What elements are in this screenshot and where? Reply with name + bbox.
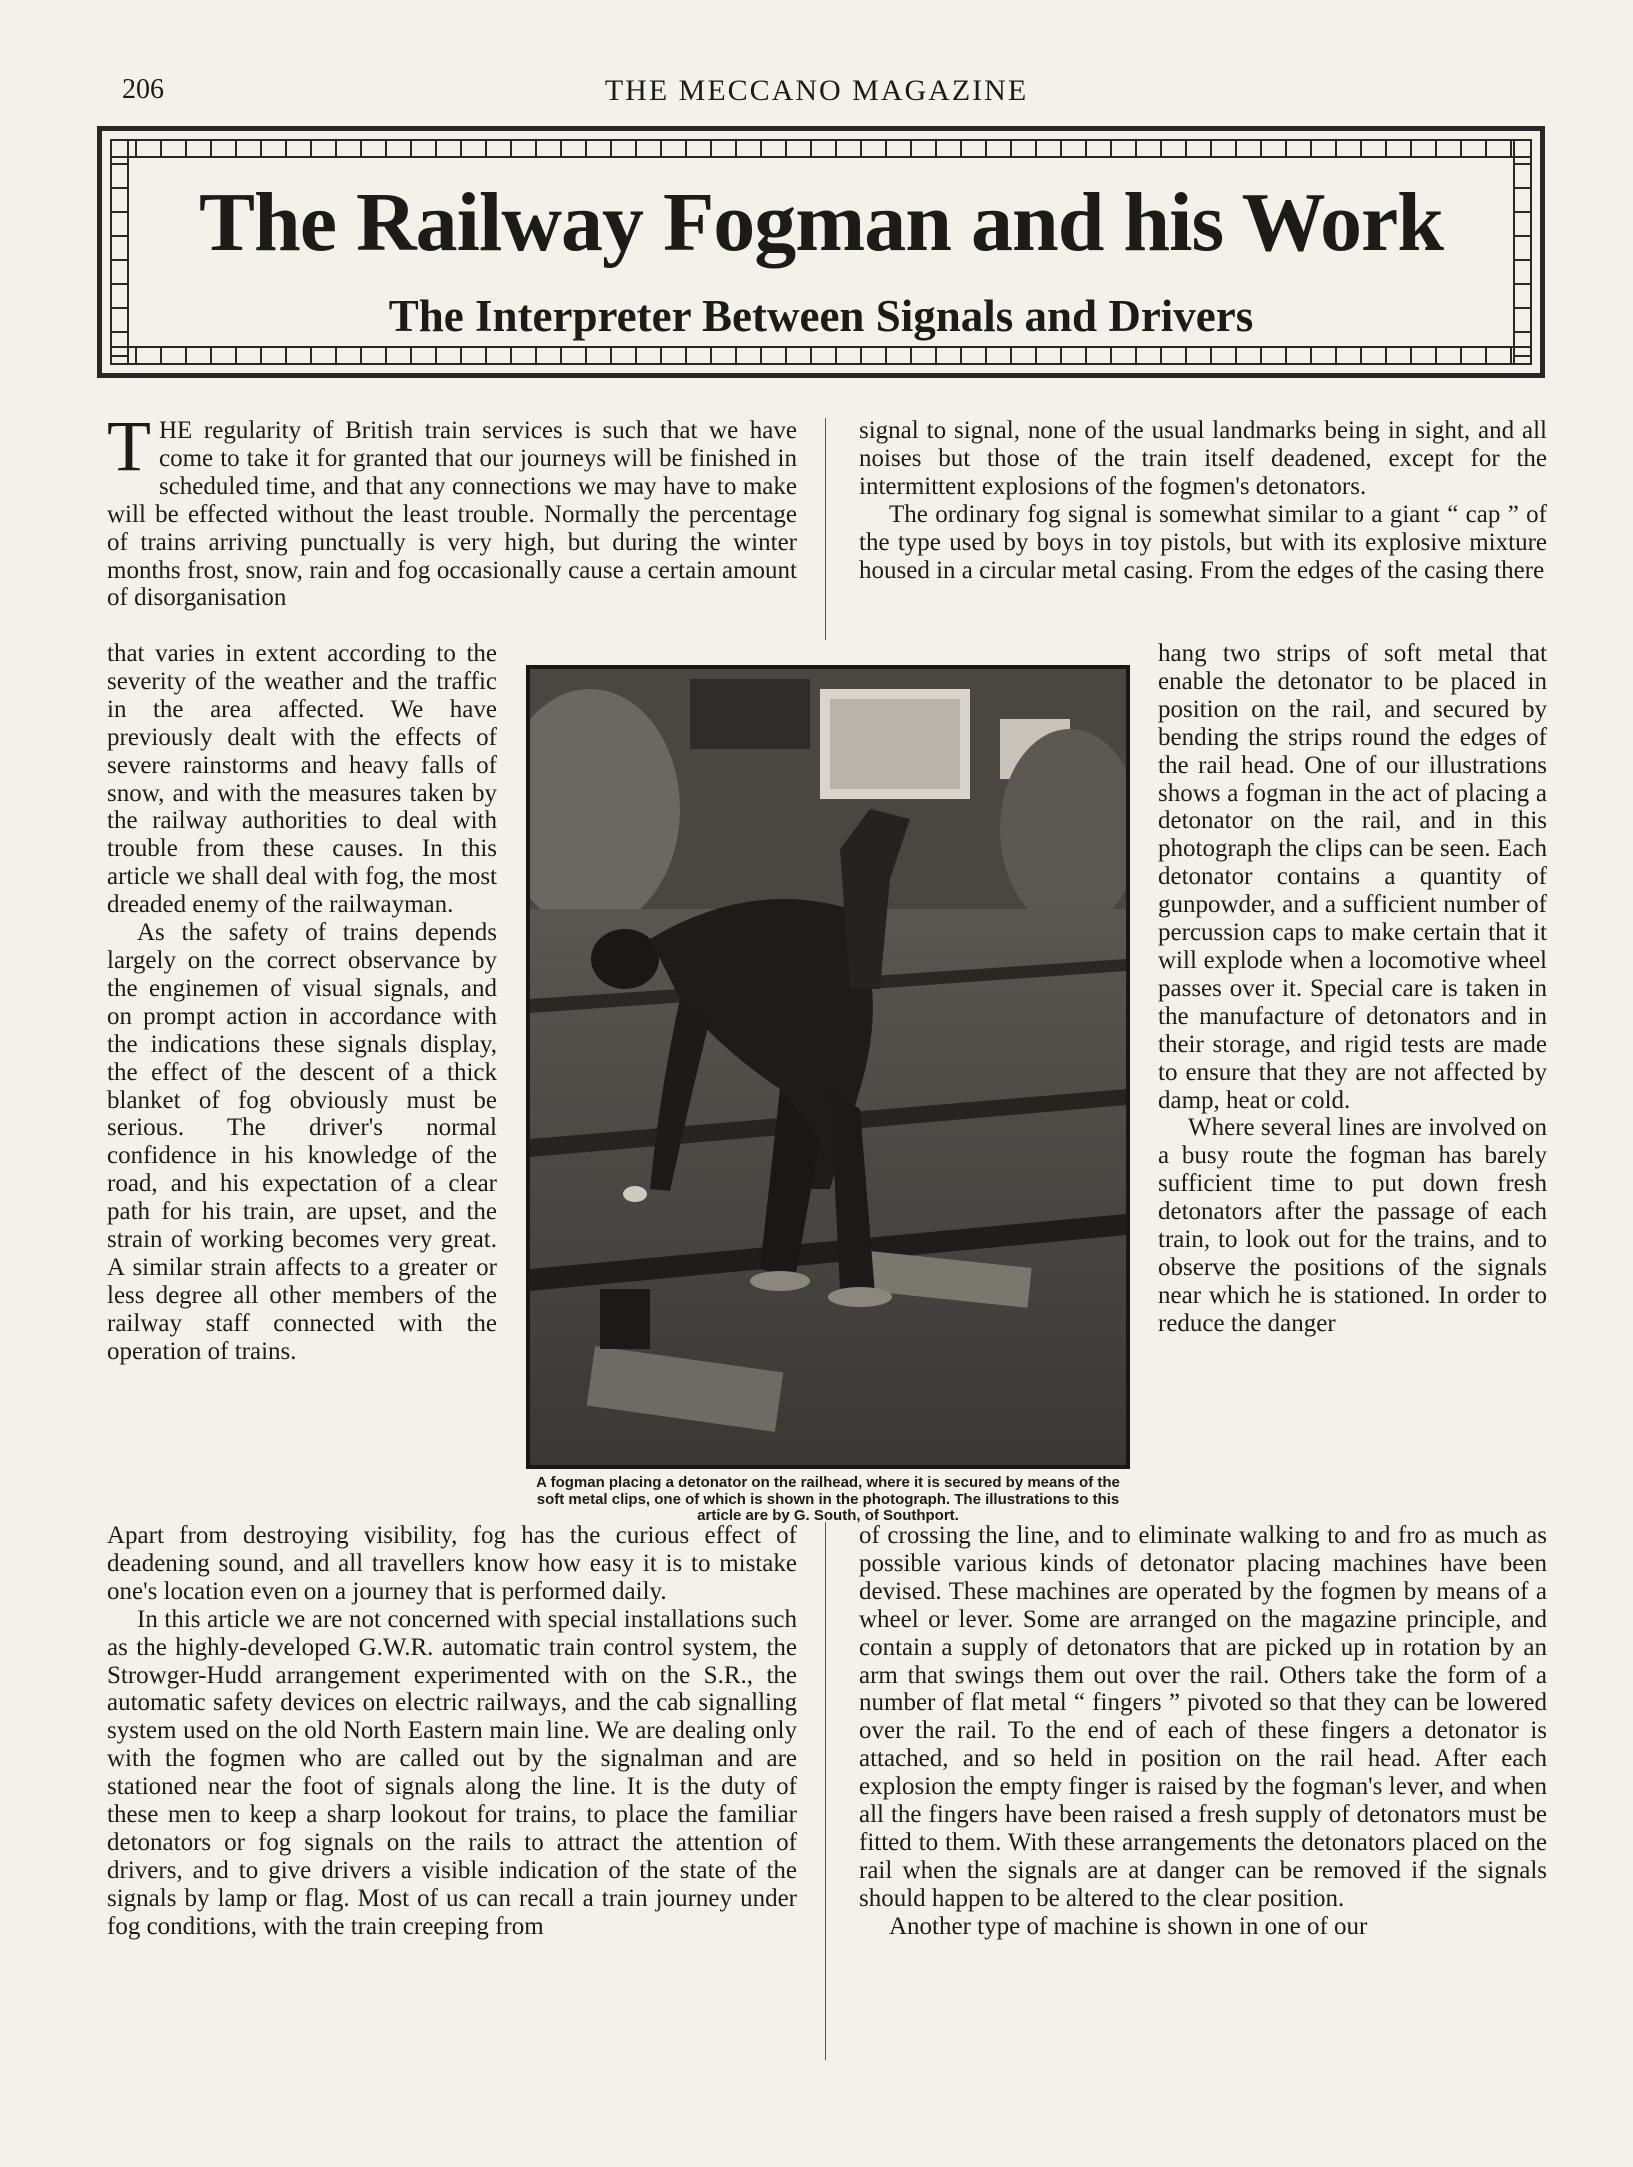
title-frame (97, 126, 1545, 378)
dropcap: T (107, 406, 151, 486)
paragraph-1: THE regularity of British train services is such that we have come to take it for granted that our journeys will be finished in scheduled time, and that any connections we may have to make will be effected without the least trouble. Normally the percentage of trains arriving punctually is very high, but during the winter months frost, snow, rain and fog occasionally cause a certain amount of disorganisation (107, 406, 797, 612)
paragraph-5-continued: of crossing the line, and to eliminate walking to and fro as much as possible various kinds of detonator placing machines have been devised. These machines are operated by the fogmen by means of a wheel or lever. Some are arranged on the magazine principle, and contain a supply of detonators that are picked up in rotation by an arm that swings them out over the rail. Others take the form of a number of flat metal “ fingers ” pivoted so that they can be lowered over the rail. To the end of each of these fingers a detonator is attached, and so held in position on the rail head. After each explosion the empty finger is raised by the fogman's lever, and when all the fingers have been raised a fresh supply of detonators must be fitted to them. With these arrangements the detonators placed on the rail when the signals are at danger can be removed if the signals should happen to be altered to the clear position. (859, 1522, 1547, 1912)
paragraph-3-continued: signal to signal, none of the usual landmarks being in sight, and all noises but those of the train itself deadened, except for the intermittent explosions of the fogmen's detonators. (859, 417, 1547, 500)
right-column-top (859, 417, 1547, 584)
column-divider-bottom (825, 1522, 826, 2060)
paragraph-3: In this article we are not concerned with special installations such as the highly-developed G.W.R. automatic train control system, the Strowger-Hudd arrangement experimented with on the S.R., the automatic safety devices on electric railways, and the cab signalling system used on the old North Eastern main line. We are dealing only with the fogmen who are called out by the signalman and are stationed near the foot of signals along the line. It is the duty of these men to keep a sharp lookout for trains, to place the familiar detonators or fog signals on the rails to attract the attention of drivers, and to give drivers a visible indication of the state of the signals by lamp or flag. Most of us can recall a train journey under fog conditions, with the train creeping from (107, 1605, 797, 1940)
paragraph-2-continued: Apart from destroying visibility, fog has the curious effect of deadening sound, and all travellers know how easy it is to mistake one's location even on a journey that is performed daily. (107, 1522, 797, 1605)
frame-border-bottom (110, 346, 1532, 365)
magazine-title: THE MECCANO MAGAZINE (604, 74, 1029, 107)
right-column-bottom (859, 1522, 1547, 1941)
figure (526, 665, 1130, 1473)
right-column-narrow (1158, 640, 1547, 1338)
paragraph-2: As the safety of trains depends largely on the correct observance by the enginemen of visual signals, and on prompt action in accordance with the indications these signals display, the effect of the descent of a thick blanket of fog obviously must be serious. The driver's normal confidence in his knowledge of the road, and his expectation of a clear path for his train, are upset, and the strain of working becomes very great. A similar strain affects to a greater or less degree all other members of the railway staff connected with the operation of trains. (107, 919, 497, 1365)
frame-border-top (110, 139, 1532, 158)
left-column-bottom (107, 1522, 797, 1941)
paragraph-6: Another type of machine is shown in one of our (889, 1912, 1368, 1940)
running-head (0, 70, 1633, 116)
article-title: The Railway Fogman and his Work (198, 176, 1444, 269)
column-divider-top (825, 418, 826, 640)
photo-illustration (530, 669, 1126, 1465)
left-column-narrow (107, 640, 497, 1366)
paragraph-5: Where several lines are involved on a busy route the fogman has barely sufficient time to put down fresh detonators after the passage of each train, to look out for the trains, and to observe the positions of the signals near which he is stationed. In order to reduce the danger (1158, 1114, 1547, 1337)
paragraph-1-continued: that varies in extent according to the severity of the weather and the traffic in the area affected. We have previously dealt with the effects of severe rainstorms and heavy falls of snow, and with the measures taken by the railway authorities to deal with trouble from these causes. In this article we shall deal with fog, the most dreaded enemy of the railwayman. (107, 640, 497, 919)
photo-fogman-placing-detonator-icon (526, 665, 1130, 1469)
left-column-top (107, 406, 797, 612)
paragraph-4: The ordinary fog signal is somewhat similar to a giant “ cap ” of the type used by boys in toy pistols, but with its explosive mixture housed in a circular metal casing. From the edges of the casing there (859, 500, 1547, 584)
article-subtitle: The Interpreter Between Signals and Drivers (388, 291, 1254, 341)
figure-caption: A fogman placing a detonator on the railhead, where it is secured by means of the soft metal clips, one of which is shown in the photograph. The illustrations to this article are by G. South, of Southport. (536, 1474, 1120, 1524)
page-number: 206 (122, 74, 164, 105)
paragraph-4-continued: hang two strips of soft metal that enable the detonator to be placed in position on the rail, and secured by bending the strips round the edges of the rail head. One of our illustrations shows a fogman in the act of placing a detonator on the rail, and in this photograph the clips can be seen. Each detonator contains a quantity of gunpowder, and a sufficient number of percussion caps to make certain that it will explode when a locomotive wheel passes over it. Special care is taken in the manufacture of detonators and in their storage, and rigid tests are made to ensure that they are not affected by damp, heat or cold. (1158, 640, 1547, 1114)
